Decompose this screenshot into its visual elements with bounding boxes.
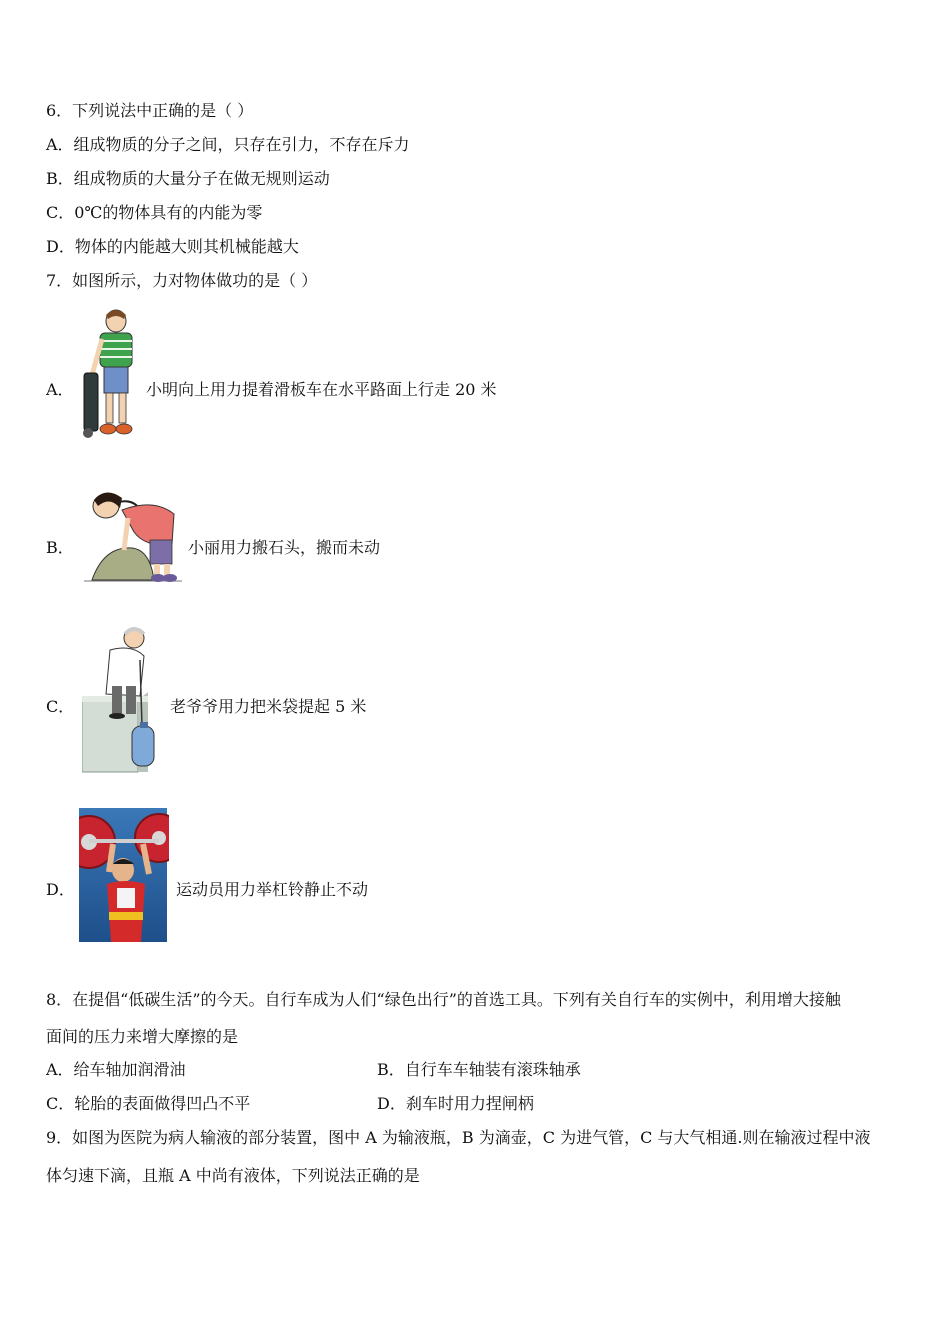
q7-option-a-text: 小明向上用力提着滑板车在水平路面上行走 20 米 (146, 380, 497, 399)
q8-option-b: B．自行车车轴装有滚珠轴承 (377, 1060, 581, 1079)
q7-option-a-letter: A． (46, 380, 74, 399)
q8-option-d: D．刹车时用力捏闸柄 (377, 1094, 534, 1113)
q8-option-a: A．给车轴加润滑油 (46, 1060, 186, 1079)
q7-option-b-text: 小丽用力搬石头，搬而未动 (188, 538, 381, 557)
q7-option-b-letter: B． (46, 538, 74, 557)
girl-lifting-rock-image (84, 488, 186, 586)
grandpa-lifting-rice-bag-image (82, 626, 162, 776)
q6-option-a: A．组成物质的分子之间，只存在引力，不存在斥力 (46, 135, 410, 154)
boy-carrying-scooter-image (80, 305, 140, 445)
q6-stem: 6．下列说法中正确的是（ ） (46, 101, 254, 120)
q9-stem-line2: 体匀速下滴，且瓶 A 中尚有液体，下列说法正确的是 (46, 1166, 420, 1185)
q7-option-c-letter: C． (46, 697, 75, 716)
q8-stem-line2: 面间的压力来增大摩擦的是 (46, 1027, 239, 1046)
q7-option-d-text: 运动员用力举杠铃静止不动 (176, 880, 369, 899)
q6-option-b: B．组成物质的大量分子在做无规则运动 (46, 169, 330, 188)
weightlifter-photo-image (79, 808, 169, 942)
q8-stem-line1: 8．在提倡“低碳生活”的今天。自行车成为人们“绿色出行”的首选工具。下列有关自行车的实例中，利用增大接触 (46, 990, 841, 1009)
q9-stem-line1: 9．如图为医院为病人输液的部分装置，图中 A 为输液瓶，B 为滴壶，C 为进气管，C 与大气相通.则在输液过程中液 (46, 1128, 871, 1147)
q7-option-d-letter: D． (46, 880, 75, 899)
q7-option-c-text: 老爷爷用力把米袋提起 5 米 (170, 697, 367, 716)
q6-option-d: D．物体的内能越大则其机械能越大 (46, 237, 299, 256)
q8-option-c: C．轮胎的表面做得凹凸不平 (46, 1094, 251, 1113)
q7-stem: 7．如图所示，力对物体做功的是（ ） (46, 271, 318, 290)
q6-option-c: C．0℃的物体具有的内能为零 (46, 203, 263, 222)
